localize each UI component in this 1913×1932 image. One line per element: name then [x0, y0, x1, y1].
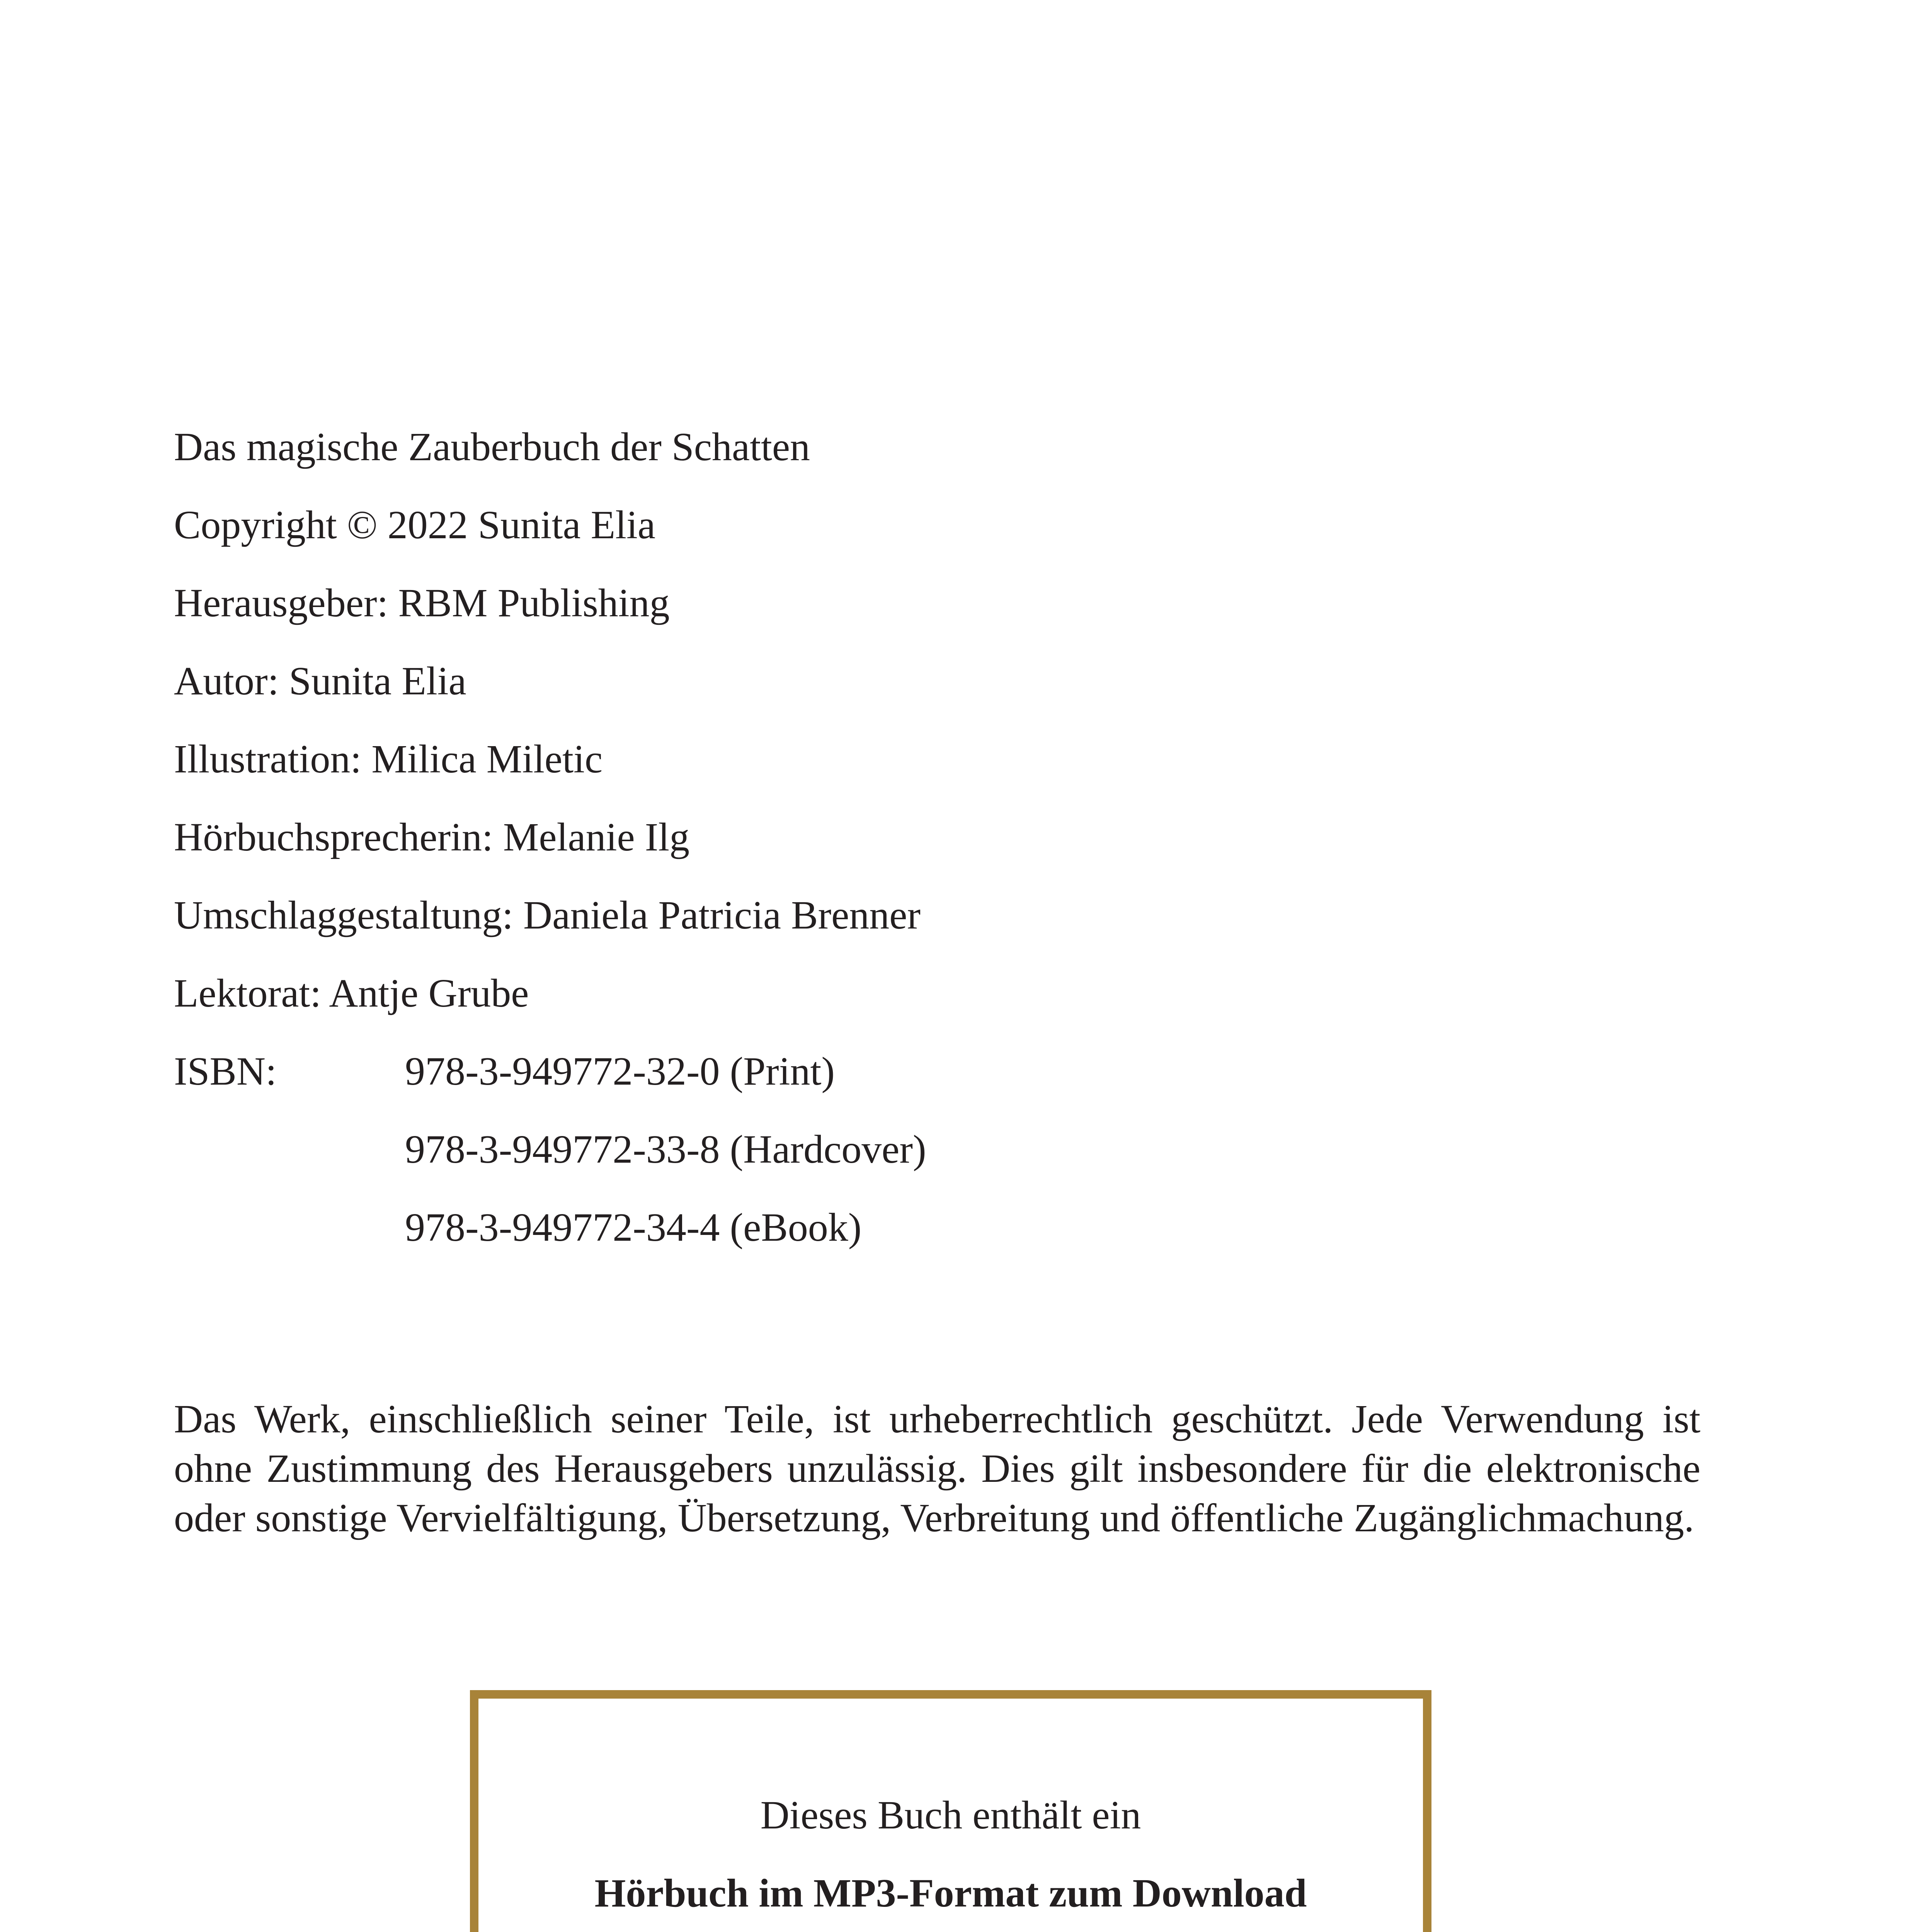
- isbn-label: ISBN:: [174, 1049, 277, 1094]
- isbn-print: 978-3-949772-32-0 (Print): [405, 1049, 835, 1094]
- book-title: Das magische Zauberbuch der Schatten: [174, 425, 810, 469]
- isbn-row-hardcover: [174, 1129, 1700, 1170]
- isbn-label-spacer: [174, 1208, 405, 1248]
- audiobook-notice-box: [470, 1690, 1431, 1932]
- audiobook-notice-text: [478, 1795, 1423, 1932]
- isbn-ebook: 978-3-949772-34-4 (eBook): [405, 1205, 862, 1250]
- isbn-row-ebook: [174, 1205, 1700, 1250]
- imprint-block: [174, 427, 1700, 1286]
- isbn-hardcover: 978-3-949772-33-8 (Hardcover): [405, 1127, 926, 1172]
- publisher-line: Herausgeber: RBM Publishing: [174, 581, 670, 625]
- notice-line-audiobook: Hörbuch im MP3-Format zum Download: [594, 1871, 1307, 1915]
- cover-design-line: Umschlaggestaltung: Daniela Patricia Brenner: [174, 893, 921, 937]
- isbn-row-print: [174, 1051, 1700, 1092]
- editor-line: Lektorat: Antje Grube: [174, 971, 529, 1015]
- author-line: Autor: Sunita Elia: [174, 659, 466, 703]
- notice-line-1: Dieses Buch enthält ein: [760, 1793, 1141, 1837]
- isbn-label-spacer: [174, 1129, 405, 1170]
- copyright-line: Copyright © 2022 Sunita Elia: [174, 503, 656, 547]
- copyright-notice-paragraph: Das Werk, einschließlich seiner Teile, ist urheberrechtlich geschützt. Jede Verwendung ist ohne Zustimmung des Herausgebers unzulässig. Dies gilt insbesondere für die elektronische oder sonstige Vervielfältigung, Übersetzung, Verbreitung und öffentliche Zugänglichmachung.: [174, 1397, 1700, 1540]
- illustration-line: Illustration: Milica Miletic: [174, 737, 603, 781]
- narrator-line: Hörbuchsprecherin: Melanie Ilg: [174, 815, 690, 859]
